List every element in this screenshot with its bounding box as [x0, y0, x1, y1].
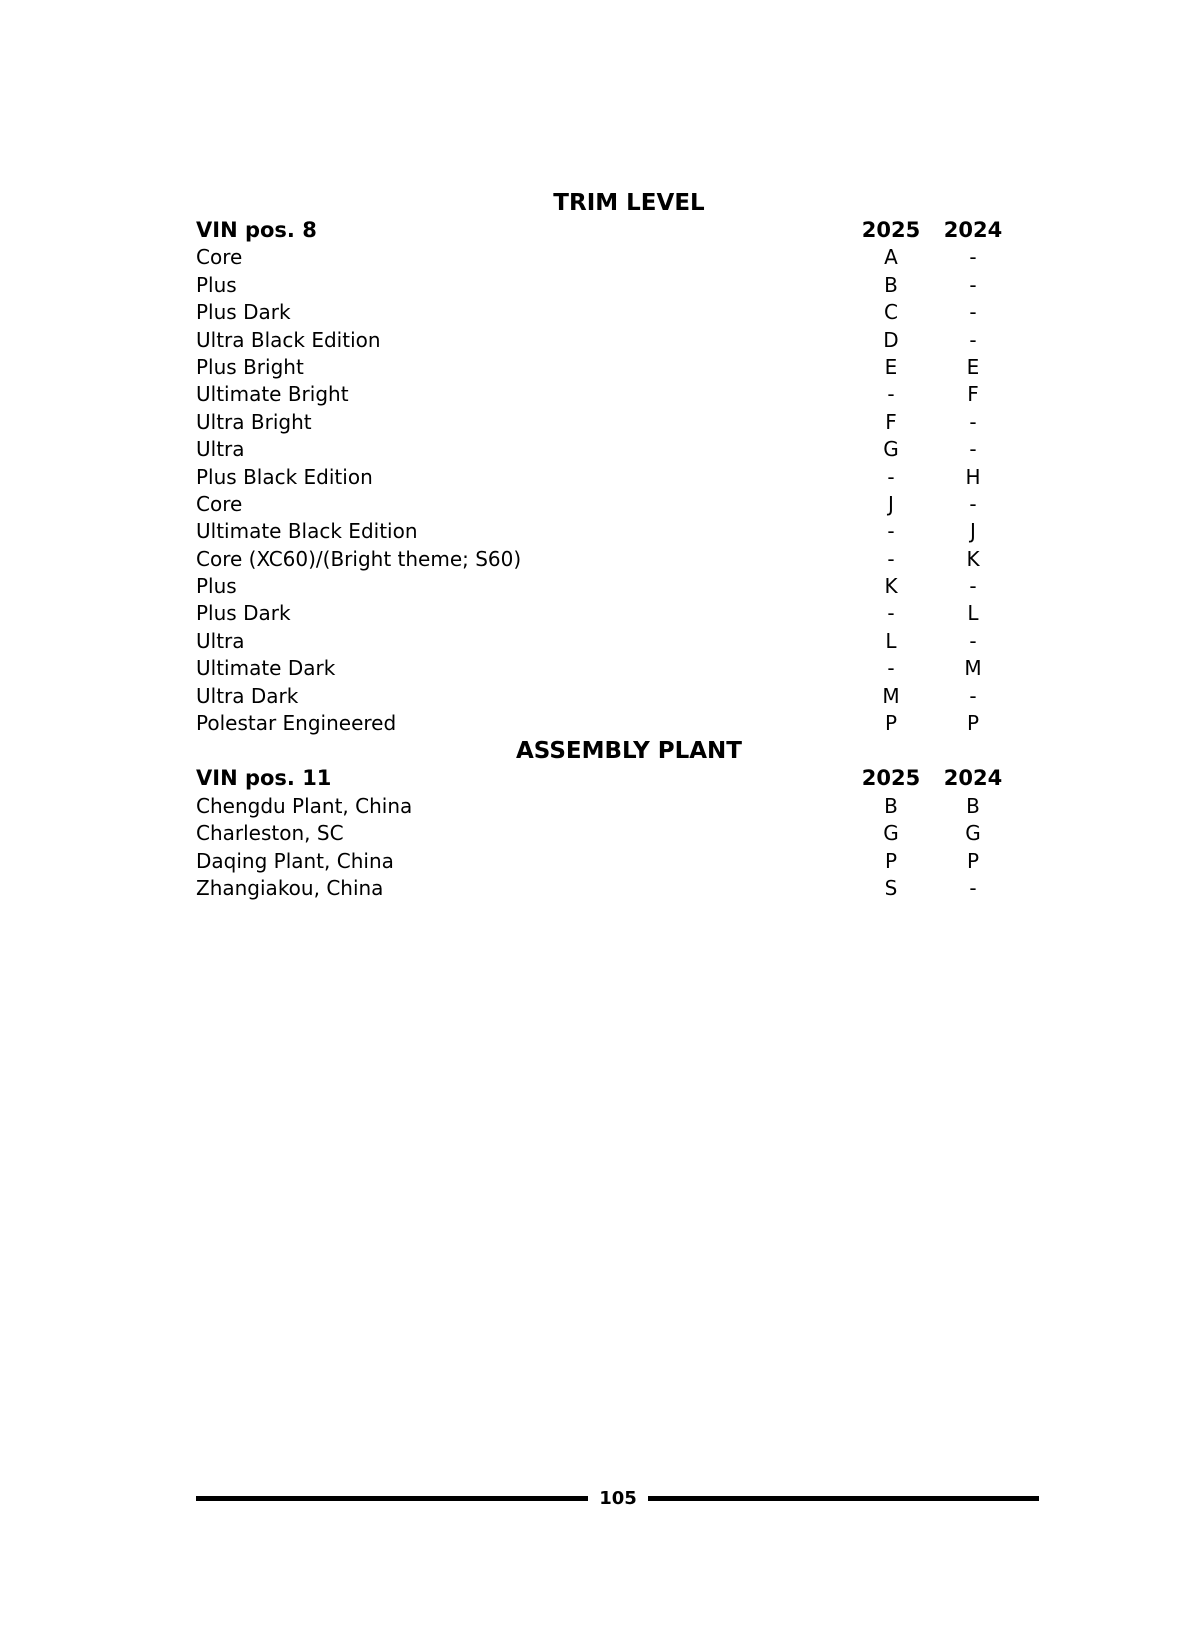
footer-rule-left — [196, 1496, 588, 1501]
page-content — [196, 189, 1042, 902]
trim-level-code-2025: E — [884, 354, 898, 379]
trim-level-label: Ultra Dark — [196, 683, 299, 708]
trim-level-code-2025: - — [887, 546, 895, 571]
trim-level-code-2024: - — [969, 327, 977, 352]
assembly-plant-title: ASSEMBLY PLANT — [515, 738, 742, 765]
trim-level-code-2025: - — [887, 519, 895, 544]
trim-level-code-2025: J — [888, 491, 894, 516]
assembly-plant-row — [196, 820, 1042, 847]
trim-level-row — [196, 683, 1042, 710]
assembly-plant-label: Daqing Plant, China — [196, 848, 394, 873]
trim-level-code-2025: - — [887, 464, 895, 489]
trim-level-code-2024: - — [969, 245, 977, 270]
trim-level-code-2024: - — [969, 437, 977, 462]
assembly-plant-code-2024: G — [965, 821, 981, 846]
trim-level-code-2025: B — [884, 272, 898, 297]
trim-level-header-label: VIN pos. 8 — [196, 218, 317, 242]
page-footer — [196, 1485, 1039, 1513]
trim-level-code-2024: E — [966, 354, 980, 379]
trim-level-row — [196, 655, 1042, 682]
trim-level-row — [196, 299, 1042, 326]
trim-level-label: Ultra Black Edition — [196, 327, 381, 352]
assembly-plant-row — [196, 875, 1042, 902]
assembly-plant-label: Charleston, SC — [196, 821, 344, 846]
assembly-plant-row — [196, 793, 1042, 820]
trim-level-row — [196, 600, 1042, 627]
trim-level-row — [196, 327, 1042, 354]
trim-level-code-2025: P — [884, 711, 898, 736]
trim-level-header-2025: 2025 — [861, 218, 921, 242]
trim-level-row — [196, 491, 1042, 518]
trim-level-code-2024: L — [967, 601, 979, 626]
trim-level-code-2024: F — [967, 382, 979, 407]
trim-level-row — [196, 381, 1042, 408]
trim-level-label: Core — [196, 245, 243, 270]
footer-rule-right — [648, 1496, 1039, 1501]
assembly-plant-code-2024: B — [966, 793, 980, 818]
trim-level-row — [196, 409, 1042, 436]
trim-level-label: Plus Black Edition — [196, 464, 373, 489]
trim-level-code-2024: K — [966, 546, 980, 571]
trim-level-row — [196, 710, 1042, 737]
trim-level-code-2024: - — [969, 272, 977, 297]
trim-level-header-row — [196, 217, 1042, 244]
assembly-plant-code-2024: - — [969, 875, 977, 900]
trim-level-code-2024: - — [969, 491, 977, 516]
trim-level-label: Ultra Bright — [196, 409, 312, 434]
assembly-plant-label: Zhangiakou, China — [196, 875, 384, 900]
trim-level-row — [196, 546, 1042, 573]
trim-level-code-2025: - — [887, 382, 895, 407]
assembly-plant-header-row — [196, 765, 1042, 792]
trim-level-code-2025: K — [884, 574, 898, 599]
trim-level-code-2024: - — [969, 683, 977, 708]
trim-level-row — [196, 436, 1042, 463]
trim-level-row — [196, 244, 1042, 271]
assembly-plant-header-2024: 2024 — [943, 766, 1003, 791]
trim-level-label: Ultimate Black Edition — [196, 519, 418, 544]
trim-level-code-2024: - — [969, 300, 977, 325]
trim-level-row — [196, 573, 1042, 600]
trim-level-label: Ultra — [196, 628, 245, 653]
trim-level-code-2024: - — [969, 628, 977, 653]
assembly-plant-row — [196, 848, 1042, 875]
trim-level-code-2024: H — [965, 464, 981, 489]
trim-level-code-2025: C — [884, 300, 898, 325]
trim-level-label: Core — [196, 491, 243, 516]
trim-level-label: Polestar Engineered — [196, 711, 397, 736]
trim-level-row — [196, 464, 1042, 491]
trim-level-label: Ultra — [196, 437, 245, 462]
trim-level-code-2024: P — [966, 711, 980, 736]
assembly-plant-label: Chengdu Plant, China — [196, 793, 413, 818]
trim-level-label: Ultimate Bright — [196, 382, 349, 407]
trim-level-label: Ultimate Dark — [196, 656, 336, 681]
trim-level-code-2025: A — [884, 245, 898, 270]
trim-level-code-2025: - — [887, 656, 895, 681]
trim-level-code-2025: L — [885, 628, 897, 653]
trim-level-row — [196, 272, 1042, 299]
trim-level-code-2025: - — [887, 601, 895, 626]
trim-level-code-2024: J — [970, 519, 976, 544]
trim-level-code-2025: G — [883, 437, 899, 462]
trim-level-table-body — [196, 244, 1042, 737]
assembly-plant-code-2025: P — [884, 848, 898, 873]
assembly-plant-code-2025: G — [883, 821, 899, 846]
trim-level-row — [196, 628, 1042, 655]
trim-level-label: Plus Dark — [196, 300, 291, 325]
assembly-plant-code-2024: P — [966, 848, 980, 873]
trim-level-label: Plus Dark — [196, 601, 291, 626]
trim-level-code-2025: F — [885, 409, 897, 434]
trim-level-code-2025: D — [883, 327, 899, 352]
trim-level-code-2024: - — [969, 574, 977, 599]
assembly-plant-code-2025: S — [884, 875, 898, 900]
trim-level-title: TRIM LEVEL — [553, 190, 705, 216]
trim-level-label: Core (XC60)/(Bright theme; S60) — [196, 546, 522, 571]
assembly-plant-header-label: VIN pos. 11 — [196, 766, 332, 791]
trim-level-label: Plus Bright — [196, 354, 304, 379]
trim-level-row — [196, 518, 1042, 545]
trim-level-code-2024: - — [969, 409, 977, 434]
trim-level-code-2024: M — [964, 656, 982, 681]
trim-level-header-2024: 2024 — [943, 218, 1003, 242]
trim-level-label: Plus — [196, 272, 237, 297]
assembly-plant-table-body — [196, 793, 1042, 903]
assembly-plant-code-2025: B — [884, 793, 898, 818]
trim-level-label: Plus — [196, 574, 237, 599]
assembly-plant-header-2025: 2025 — [861, 766, 921, 791]
page-number: 105 — [599, 1488, 637, 1509]
trim-level-row — [196, 354, 1042, 381]
trim-level-code-2025: M — [882, 683, 900, 708]
